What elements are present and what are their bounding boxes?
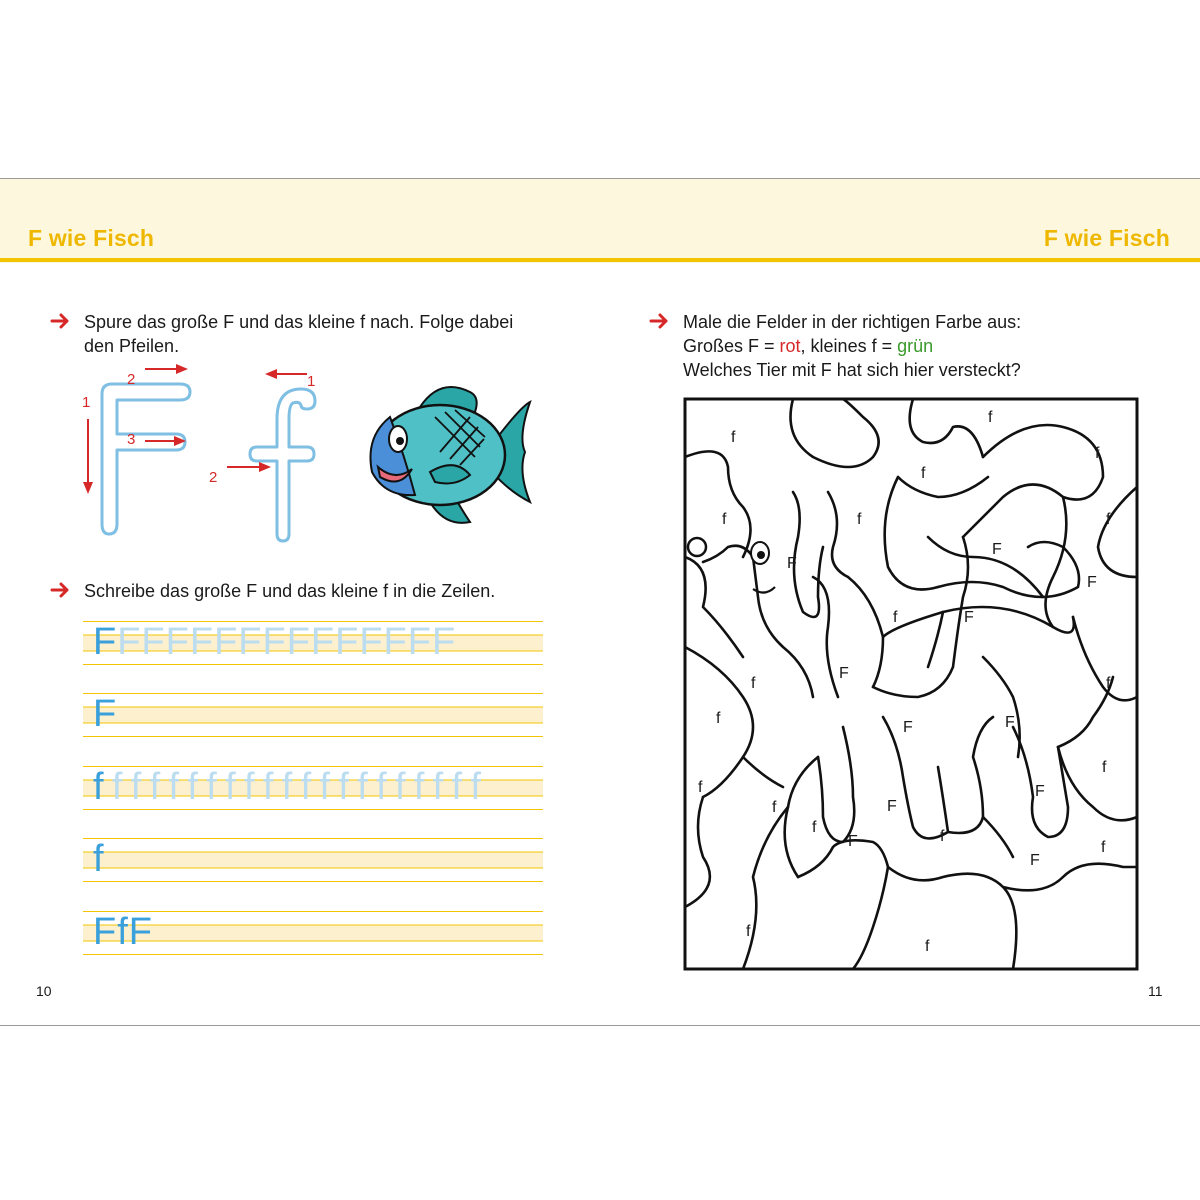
field-letter: F xyxy=(1030,852,1040,869)
writing-row-start: f xyxy=(93,766,112,808)
stroke-number-f-2: 2 xyxy=(127,371,136,388)
field-letter: f xyxy=(698,779,703,796)
field-letter: f xyxy=(731,429,736,446)
field-letter: f xyxy=(988,409,993,426)
writing-row-3[interactable] xyxy=(83,766,543,810)
field-letter: F xyxy=(787,555,797,572)
book-spread xyxy=(0,178,1200,1026)
stroke-number-f-1: 1 xyxy=(82,394,91,411)
instruction-trace-line1: Spure das große F und das kleine f nach. Folge dabei xyxy=(84,312,514,332)
field-letter: f xyxy=(1106,675,1111,692)
writing-row-start: f xyxy=(93,838,105,880)
writing-lines xyxy=(83,693,543,737)
field-letter: f xyxy=(921,465,926,482)
field-letter: f xyxy=(1102,759,1107,776)
field-letter: f xyxy=(1101,839,1106,856)
red-right-arrow-icon xyxy=(649,310,671,332)
field-letter: f xyxy=(751,675,756,692)
instruction-color-line1: Male die Felder in der richtigen Farbe aus: xyxy=(683,312,1022,332)
writing-row-5[interactable] xyxy=(83,911,543,955)
page-number-left: 10 xyxy=(36,983,52,999)
field-letter: F xyxy=(887,798,897,815)
stroke-number-small-f-2: 2 xyxy=(209,469,218,486)
writing-row-4[interactable] xyxy=(83,838,543,882)
instruction-trace xyxy=(84,310,513,358)
field-letter: f xyxy=(925,938,930,955)
page-title-left: F wie Fisch xyxy=(28,225,155,251)
writing-row-ghost: FFFFFFFFFFFFFF xyxy=(117,621,457,663)
field-letter: f xyxy=(1106,511,1111,528)
small-f-tracing xyxy=(205,369,335,544)
field-letter: f xyxy=(893,609,898,626)
writing-row-1[interactable] xyxy=(83,621,543,665)
legend-red: rot xyxy=(779,336,801,356)
field-letter: F xyxy=(1005,714,1015,731)
writing-row-2[interactable] xyxy=(83,693,543,737)
field-letter: F xyxy=(839,665,849,682)
field-letter: f xyxy=(772,799,777,816)
instruction-color-line2 xyxy=(683,334,1021,358)
red-right-arrow-icon xyxy=(50,310,72,332)
field-letter: f xyxy=(940,828,945,845)
header-band xyxy=(0,179,1200,263)
field-letter: F xyxy=(848,833,858,850)
big-f-tracing xyxy=(70,364,210,544)
writing-lines xyxy=(83,838,543,882)
field-letter: f xyxy=(722,511,727,528)
instruction-write-text: Schreibe das große F und das kleine f in die Zeilen. xyxy=(84,581,496,601)
page-title-right: F wie Fisch xyxy=(1043,225,1170,251)
field-letter: f xyxy=(1095,445,1100,462)
field-letter: f xyxy=(857,511,862,528)
writing-row-start: F xyxy=(93,621,118,663)
field-letter: f xyxy=(746,923,751,940)
page-number-right: 11 xyxy=(1148,983,1163,999)
field-letter: F xyxy=(992,541,1002,558)
field-letter: F xyxy=(964,609,974,626)
instruction-trace-line2: den Pfeilen. xyxy=(84,336,180,356)
header-rule xyxy=(0,258,1200,262)
stroke-number-f-3: 3 xyxy=(127,431,136,448)
field-letter: F xyxy=(1087,574,1097,591)
field-letter: f xyxy=(716,710,721,727)
legend-green: grün xyxy=(897,336,934,356)
legend-prefix: Großes F = xyxy=(683,336,780,356)
red-right-arrow-icon xyxy=(50,579,72,601)
field-letter: F xyxy=(903,719,913,736)
writing-row-start: F xyxy=(93,693,118,735)
instruction-color-line3: Welches Tier mit F hat sich hier versteckt? xyxy=(683,360,1021,380)
writing-row-ghost: ffffffffffffffffffff xyxy=(111,766,490,808)
stroke-number-small-f-1: 1 xyxy=(307,373,316,390)
instruction-color xyxy=(683,310,1021,382)
fish-illustration xyxy=(360,377,540,537)
writing-row-start: FfF xyxy=(93,911,153,953)
field-letter: F xyxy=(1035,783,1045,800)
instruction-write xyxy=(84,579,495,603)
legend-mid: , kleines f = xyxy=(800,336,898,356)
field-letter: f xyxy=(812,819,817,836)
